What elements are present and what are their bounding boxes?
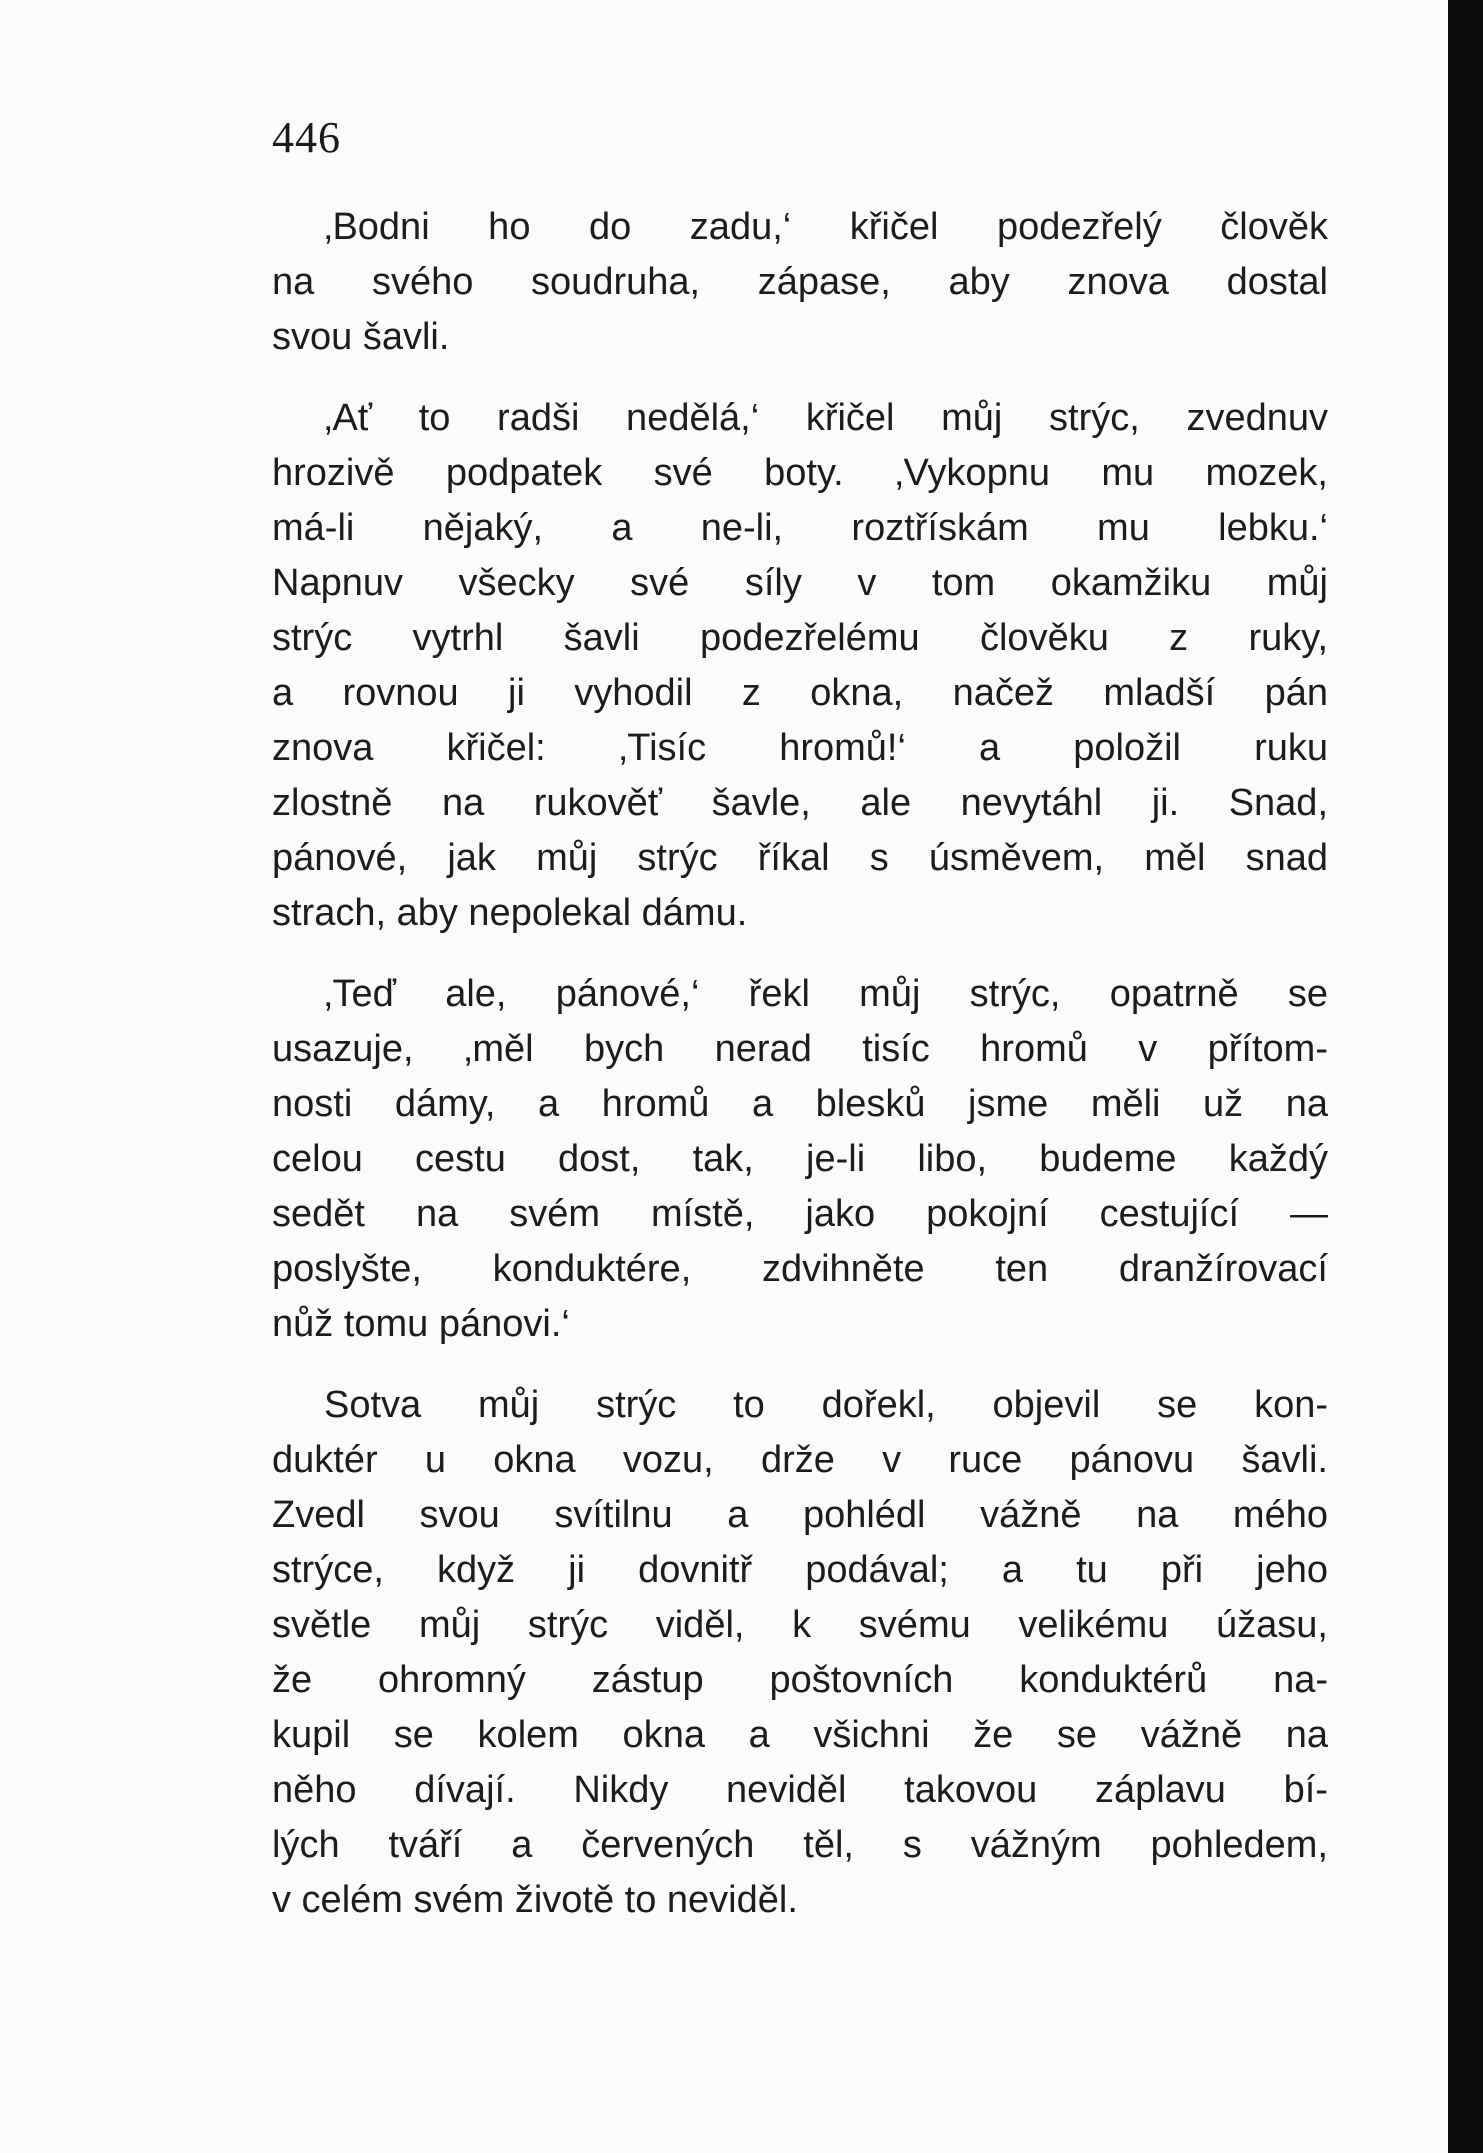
text-line: kupil se kolem okna a všichni že se vážně na <box>272 1714 1328 1756</box>
paragraph-4 <box>272 1378 1328 1928</box>
text-line: duktér u okna vozu, drže v ruce pánovu šavli. <box>272 1439 1328 1481</box>
text-line: na svého soudruha, zápase, aby znova dostal <box>272 261 1328 303</box>
body-text <box>272 200 1328 1954</box>
text-line: ‚Teď ale, pánové,‘ řekl můj strýc, opatrně se <box>324 973 1328 1015</box>
text-line: pánové, jak můj strýc říkal s úsměvem, měl snad <box>272 837 1328 879</box>
text-line: zlostně na rukověť šavle, ale nevytáhl ji. Snad, <box>272 782 1328 824</box>
paragraph-1 <box>272 200 1328 365</box>
text-line: svou šavli. <box>272 316 450 358</box>
text-line: strach, aby nepolekal dámu. <box>272 892 748 934</box>
text-line: Sotva můj strýc to dořekl, objevil se kon- <box>324 1384 1328 1426</box>
paragraph-3 <box>272 967 1328 1352</box>
text-line: sedět na svém místě, jako pokojní cestující — <box>272 1193 1328 1235</box>
text-line: má-li nějaký, a ne-li, roztřískám mu lebku.‘ <box>272 507 1328 549</box>
text-line: strýce, když ji dovnitř podával; a tu při jeho <box>272 1549 1328 1591</box>
text-line: v celém svém životě to neviděl. <box>272 1879 798 1921</box>
text-line: ‚Bodni ho do zadu,‘ křičel podezřelý člověk <box>324 206 1328 248</box>
text-line: usazuje, ‚měl bych nerad tisíc hromů v přítom- <box>272 1028 1328 1070</box>
text-line: hrozivě podpatek své boty. ‚Vykopnu mu mozek, <box>272 452 1328 494</box>
text-line: ‚Ať to radši nedělá,‘ křičel můj strýc, zvednuv <box>324 397 1328 439</box>
text-line: a rovnou ji vyhodil z okna, načež mladší pán <box>272 672 1328 714</box>
text-line: Zvedl svou svítilnu a pohlédl vážně na mého <box>272 1494 1328 1536</box>
text-line: něho dívají. Nikdy neviděl takovou záplavu bí- <box>272 1769 1328 1811</box>
page-number: 446 <box>272 113 341 162</box>
text-line: nosti dámy, a hromů a blesků jsme měli už na <box>272 1083 1328 1125</box>
text-line: znova křičel: ‚Tisíc hromů!‘ a položil ruku <box>272 727 1328 769</box>
text-line: že ohromný zástup poštovních konduktérů na- <box>272 1659 1328 1701</box>
paragraph-2 <box>272 391 1328 941</box>
text-line: nůž tomu pánovi.‘ <box>272 1303 570 1345</box>
text-line: poslyšte, konduktére, zdvihněte ten dranžírovací <box>272 1248 1328 1290</box>
text-line: lých tváří a červených těl, s vážným pohledem, <box>272 1824 1328 1866</box>
text-line: Napnuv všecky své síly v tom okamžiku můj <box>272 562 1328 604</box>
text-line: světle můj strýc viděl, k svému velikému úžasu, <box>272 1604 1328 1646</box>
text-line: strýc vytrhl šavli podezřelému člověku z ruky, <box>272 617 1328 659</box>
text-line: celou cestu dost, tak, je-li libo, budeme každý <box>272 1138 1328 1180</box>
